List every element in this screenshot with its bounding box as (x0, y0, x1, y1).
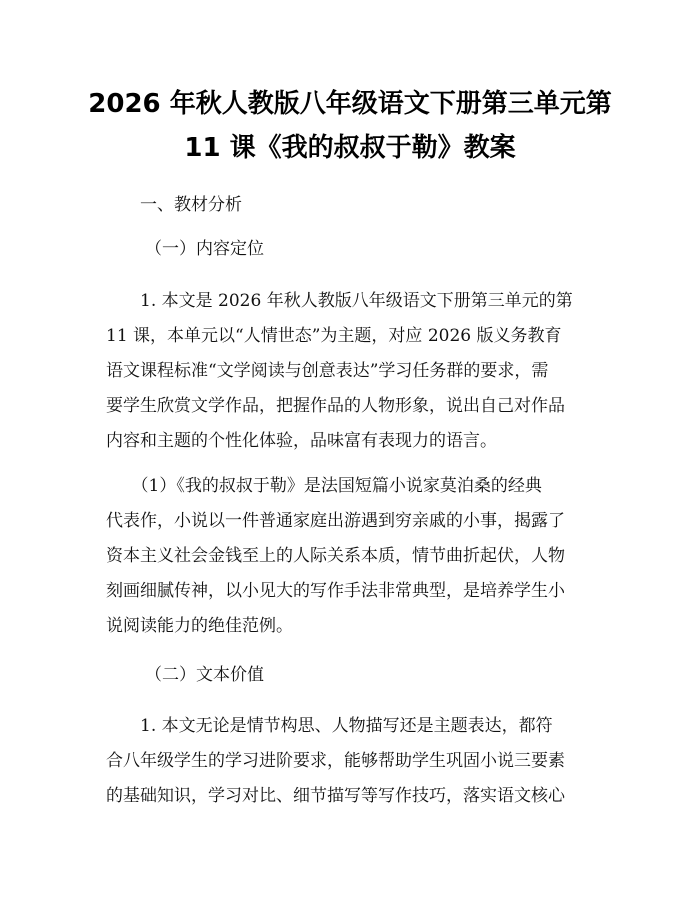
paragraph-line: 的基础知识，学习对比、细节描写等写作技巧，落实语文核心 (106, 786, 565, 806)
document-title-line-2: 11 课《我的叔叔于勒》教案 (184, 133, 516, 163)
paragraph-line: 刻画细腻传神，以小见大的写作手法非常典型，是培养学生小 (106, 581, 565, 601)
paragraph-2 (106, 469, 598, 644)
paragraph-line: 代表作，小说以一件普通家庭出游遇到穷亲戚的小事，揭露了 (106, 511, 565, 531)
section-heading-analysis: 一、教材分析 (140, 195, 242, 215)
subsection-heading-value: （二）文本价值 (145, 665, 264, 685)
paragraph-line: 1. 本文无论是情节构思、人物描写还是主题表达，都符 (106, 716, 553, 736)
paragraph-3 (106, 709, 598, 814)
paragraph-line: 内容和主题的个性化体验，品味富有表现力的语言。 (106, 431, 497, 451)
paragraph-line: 资本主义社会金钱至上的人际关系本质，情节曲折起伏，人物 (106, 546, 565, 566)
paragraph-line: 11 课，本单元以“人情世态”为主题，对应 2026 版义务教育 (106, 326, 562, 346)
paragraph-1 (106, 284, 598, 459)
paragraph-line: （1）《我的叔叔于勒》是法国短篇小说家莫泊桑的经典 (106, 476, 542, 496)
paragraph-line: 合八年级学生的学习进阶要求，能够帮助学生巩固小说三要素 (106, 751, 565, 771)
paragraph-line: 语文课程标准“文学阅读与创意表达”学习任务群的要求，需 (106, 361, 549, 381)
paragraph-line: 说阅读能力的绝佳范例。 (106, 616, 293, 636)
paragraph-line: 1. 本文是 2026 年秋人教版八年级语文下册第三单元的第 (106, 291, 573, 311)
paragraph-line: 要学生欣赏文学作品，把握作品的人物形象，说出自己对作品 (106, 396, 565, 416)
subsection-heading-positioning: （一）内容定位 (145, 239, 264, 259)
document-title-line-1: 2026 年秋人教版八年级语文下册第三单元第 (88, 89, 612, 119)
